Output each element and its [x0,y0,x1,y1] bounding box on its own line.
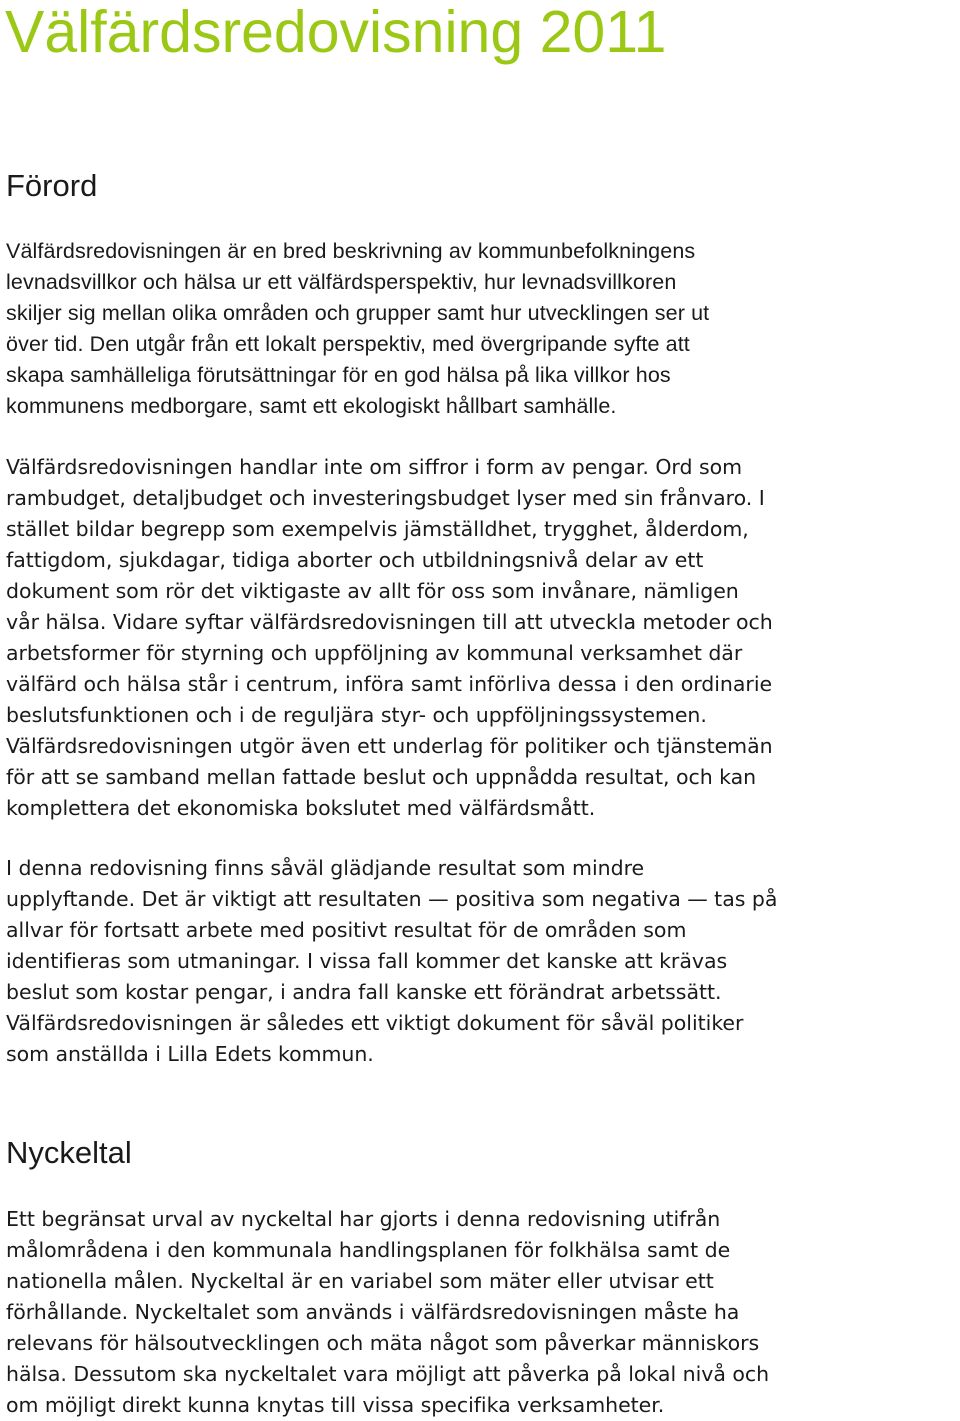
text-line: som anställda i Lilla Edets kommun. [6,1042,374,1066]
text-line: skiljer sig mellan olika områden och grupper samt hur utvecklingen ser ut [6,301,710,325]
text-line: vår hälsa. Vidare syftar välfärdsredovisningen till att utveckla metoder och [6,610,773,634]
text-line: välfärd och hälsa står i centrum, införa samt införliva dessa i den ordinarie [6,672,773,696]
text-line: Välfärdsredovisningen handlar inte om siffror i form av pengar. Ord som [6,455,743,479]
text-line: kommunens medborgare, samt ett ekologiskt hållbart samhälle. [6,394,617,418]
text-line: allvar för fortsatt arbete med positivt resultat för de områden som [6,918,687,942]
text-line: rambudget, detaljbudget och investeringsbudget lyser med sin frånvaro. I [6,486,765,510]
text-line: nationella målen. Nyckeltal är en variabel som mäter eller utvisar ett [6,1269,714,1293]
text-line: upplyftande. Det är viktigt att resultaten — positiva som negativa — tas på [6,887,778,911]
forord-paragraph-2 [6,452,958,824]
text-line: för att se samband mellan fattade beslut och uppnådda resultat, och kan [6,765,757,789]
text-line: över tid. Den utgår från ett lokalt perspektiv, med övergripande syfte att [6,332,690,356]
forord-paragraph-1 [6,236,958,422]
text-line: I denna redovisning finns såväl glädjande resultat som mindre [6,856,645,880]
text-line: identifieras som utmaningar. I vissa fall kommer det kanske att krävas [6,949,728,973]
text-line: målområdena i den kommunala handlingsplanen för folkhälsa samt de [6,1238,731,1262]
text-line: dokument som rör det viktigaste av allt för oss som invånare, nämligen [6,579,739,603]
forord-paragraph-3 [6,853,958,1070]
section-heading-forord: Förord [6,168,98,203]
text-line: Välfärdsredovisningen utgör även ett underlag för politiker och tjänstemän [6,734,773,758]
document-title: Välfärdsredovisning 2011 [5,0,667,65]
text-line: Välfärdsredovisningen är en bred beskrivning av kommunbefolkningens [6,239,696,263]
text-line: relevans för hälsoutvecklingen och mäta något som påverkar människors [6,1331,760,1355]
text-line: stället bildar begrepp som exempelvis jämställdhet, trygghet, ålderdom, [6,517,749,541]
text-line: fattigdom, sjukdagar, tidiga aborter och utbildningsnivå delar av ett [6,548,704,572]
text-line: förhållande. Nyckeltalet som används i välfärdsredovisningen måste ha [6,1300,740,1324]
text-line: levnadsvillkor och hälsa ur ett välfärdsperspektiv, hur levnadsvillkoren [6,270,677,294]
text-line: beslutsfunktionen och i de reguljära styr- och uppföljningssystemen. [6,703,707,727]
section-heading-nyckeltal: Nyckeltal [6,1135,132,1170]
text-line: Välfärdsredovisningen är således ett viktigt dokument för såväl politiker [6,1011,744,1035]
text-line: om möjligt direkt kunna knytas till vissa specifika verksamheter. [6,1393,665,1417]
text-line: Ett begränsat urval av nyckeltal har gjorts i denna redovisning utifrån [6,1207,721,1231]
text-line: beslut som kostar pengar, i andra fall kanske ett förändrat arbetssätt. [6,980,722,1004]
text-line: hälsa. Dessutom ska nyckeltalet vara möjligt att påverka på lokal nivå och [6,1362,770,1386]
text-line: skapa samhälleliga förutsättningar för en god hälsa på lika villkor hos [6,363,671,387]
text-line: arbetsformer för styrning och uppföljning av kommunal verksamhet där [6,641,743,665]
nyckeltal-paragraph-1 [6,1204,958,1421]
text-line: komplettera det ekonomiska bokslutet med välfärdsmått. [6,796,596,820]
